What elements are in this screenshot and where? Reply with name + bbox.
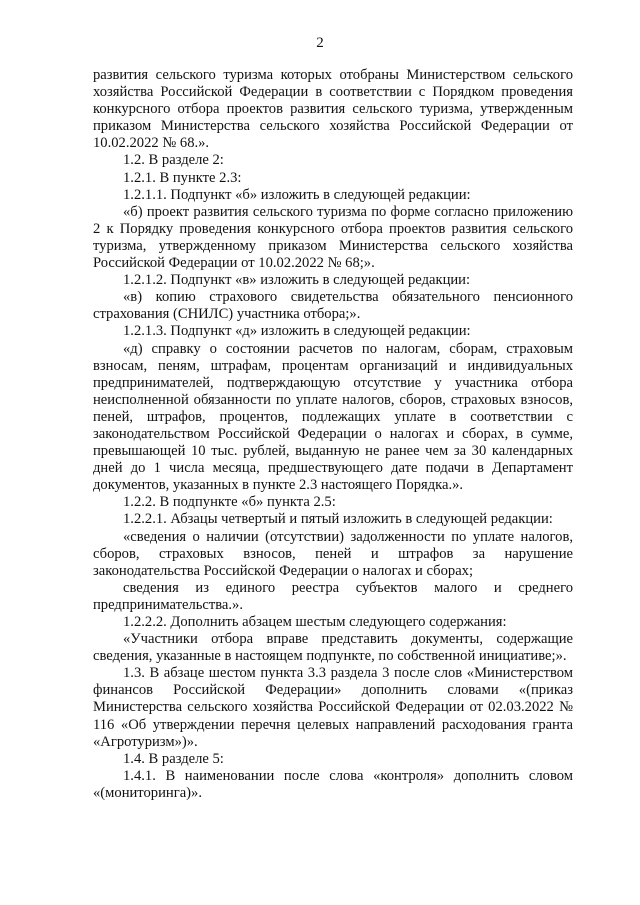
paragraph: 1.2.2. В подпункте «б» пункта 2.5:	[123, 494, 336, 511]
paragraph: «сведения о наличии (отсутствии) задолженности по уплате налогов, сборов, страховых взносов, пеней и штрафов за нарушение законодательства Российской Федерации о налогах и сборах;	[93, 528, 573, 579]
paragraph: 1.2.1. В пункте 2.3:	[123, 169, 242, 186]
document-body	[93, 67, 573, 802]
paragraph: 1.2.2.1. Абзацы четвертый и пятый изложить в следующей редакции:	[123, 511, 553, 528]
paragraph: 1.2. В разделе 2:	[123, 152, 224, 169]
paragraph: 1.3. В абзаце шестом пункта 3.3 раздела 3 после слов «Министерством финансов Российской Федерации» дополнить словами «(приказ Министерства сельского хозяйства Российской Федерации от 02.03.2022 № 116 «Об утверждении перечня целевых направлений расходования гранта «Агротуризм»)».	[93, 665, 573, 750]
paragraph: 1.4.1. В наименовании после слова «контроля» дополнить словом «(мониторинга)».	[93, 767, 573, 801]
paragraph: сведения из единого реестра субъектов малого и среднего предпринимательства.».	[93, 579, 573, 613]
page-number: 2	[316, 35, 324, 51]
paragraph: 1.4. В разделе 5:	[123, 750, 224, 767]
paragraph: «б) проект развития сельского туризма по форме согласно приложению 2 к Порядку проведения конкурсного отбора проектов развития сельского туризма, утвержденному приказом Министерства сельского хозяйства Российской Федерации от 10.02.2022 № 68;».	[93, 203, 573, 272]
paragraph: 1.2.2.2. Дополнить абзацем шестым следующего содержания:	[123, 614, 507, 630]
paragraph: развития сельского туризма которых отобраны Министерством сельского хозяйства Российской Федерации в соответствии с Порядком проведения конкурсного отбора проектов развития сельского туризма, утвержденным приказом Министерства сельского хозяйства Российской Федерации от 10.02.2022 № 68.».	[93, 67, 573, 152]
paragraph: 1.2.1.3. Подпункт «д» изложить в следующей редакции:	[123, 323, 471, 340]
paragraph: 1.2.1.1. Подпункт «б» изложить в следующей редакции:	[123, 186, 471, 203]
paragraph: «д) справку о состоянии расчетов по налогам, сборам, страховым взносам, пеням, штрафам, процентам организаций и индивидуальных предпринимателей, подтверждающую отсутствие у участника отбора неисполненной обязанности по уплате налогов, сборов, страховых взносов, пеней, штрафов, процентов, подлежащих уплате в соответствии с законодательством Российской Федерации о налогах и сборах, в сумме, превышающей 10 тыс. рублей, выданную не ранее чем за 30 календарных дней до 1 числа месяца, предшествующего дате подачи в Департамент документов, указанных в пункте 2.3 настоящего Порядка.».	[93, 340, 573, 494]
paragraph: 1.2.1.2. Подпункт «в» изложить в следующей редакции:	[123, 272, 471, 289]
paragraph: «Участники отбора вправе представить документы, содержащие сведения, указанные в настоящем подпункте, по собственной инициативе;».	[93, 631, 573, 665]
paragraph: «в) копию страхового свидетельства обязательного пенсионного страхования (СНИЛС) участника отбора;».	[93, 289, 573, 323]
